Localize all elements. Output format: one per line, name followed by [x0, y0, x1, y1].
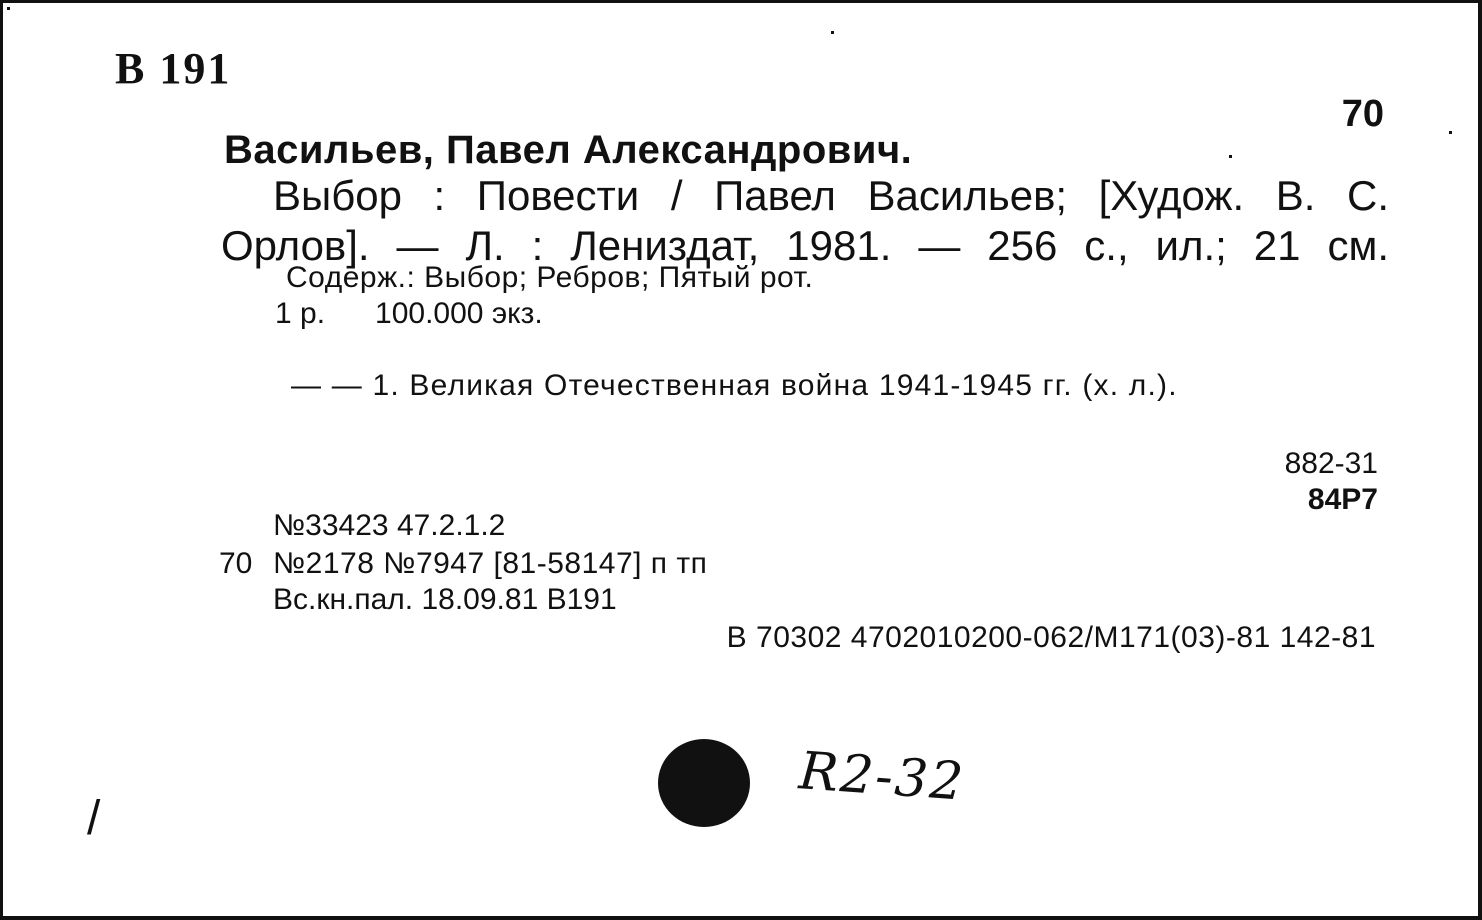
title-line-2: Орлов]. — Л. : Лениздат, 1981. — 256 с., ил.; 21 см. [221, 222, 1389, 269]
accession-line-2: №2178 №7947 [81-58147] п тп [273, 547, 708, 580]
handwritten-code: R2-32 [797, 741, 967, 813]
author-heading: Васильев, Павел Александрович. [224, 128, 913, 172]
slash-mark: / [87, 792, 101, 845]
corner-number: 70 [1341, 93, 1384, 135]
accession-line-1: №33423 47.2.1.2 [273, 509, 506, 542]
ink-speck [831, 31, 834, 34]
ink-speck [1449, 131, 1452, 134]
contents-note: Содерж.: Выбор; Ребров; Пятый рот. [286, 261, 814, 294]
accession-line-2-prefix: 70 [219, 547, 253, 580]
black-dot-mark [658, 739, 750, 827]
accession-line-4: В 70302 4702010200-062/М171(03)-81 142-81 [726, 621, 1376, 654]
subject-heading: — — 1. Великая Отечественная война 1941-1945 гг. (х. л.). [291, 369, 1178, 402]
price-line [275, 299, 543, 329]
title-line-1: Выбор : Повести / Павел Васильев; [Худож. В. С. [273, 172, 1389, 219]
ink-speck [1229, 155, 1232, 158]
classification-1: 882-31 [1284, 447, 1378, 480]
print-run: 100.000 экз. [375, 297, 543, 330]
accession-line-3: Вс.кн.пал. 18.09.81 В191 [273, 583, 617, 616]
price: 1 р. [275, 297, 326, 330]
shelf-mark: В 191 [115, 44, 232, 93]
ink-speck [7, 7, 10, 10]
classification-2: 84Р7 [1307, 483, 1378, 516]
